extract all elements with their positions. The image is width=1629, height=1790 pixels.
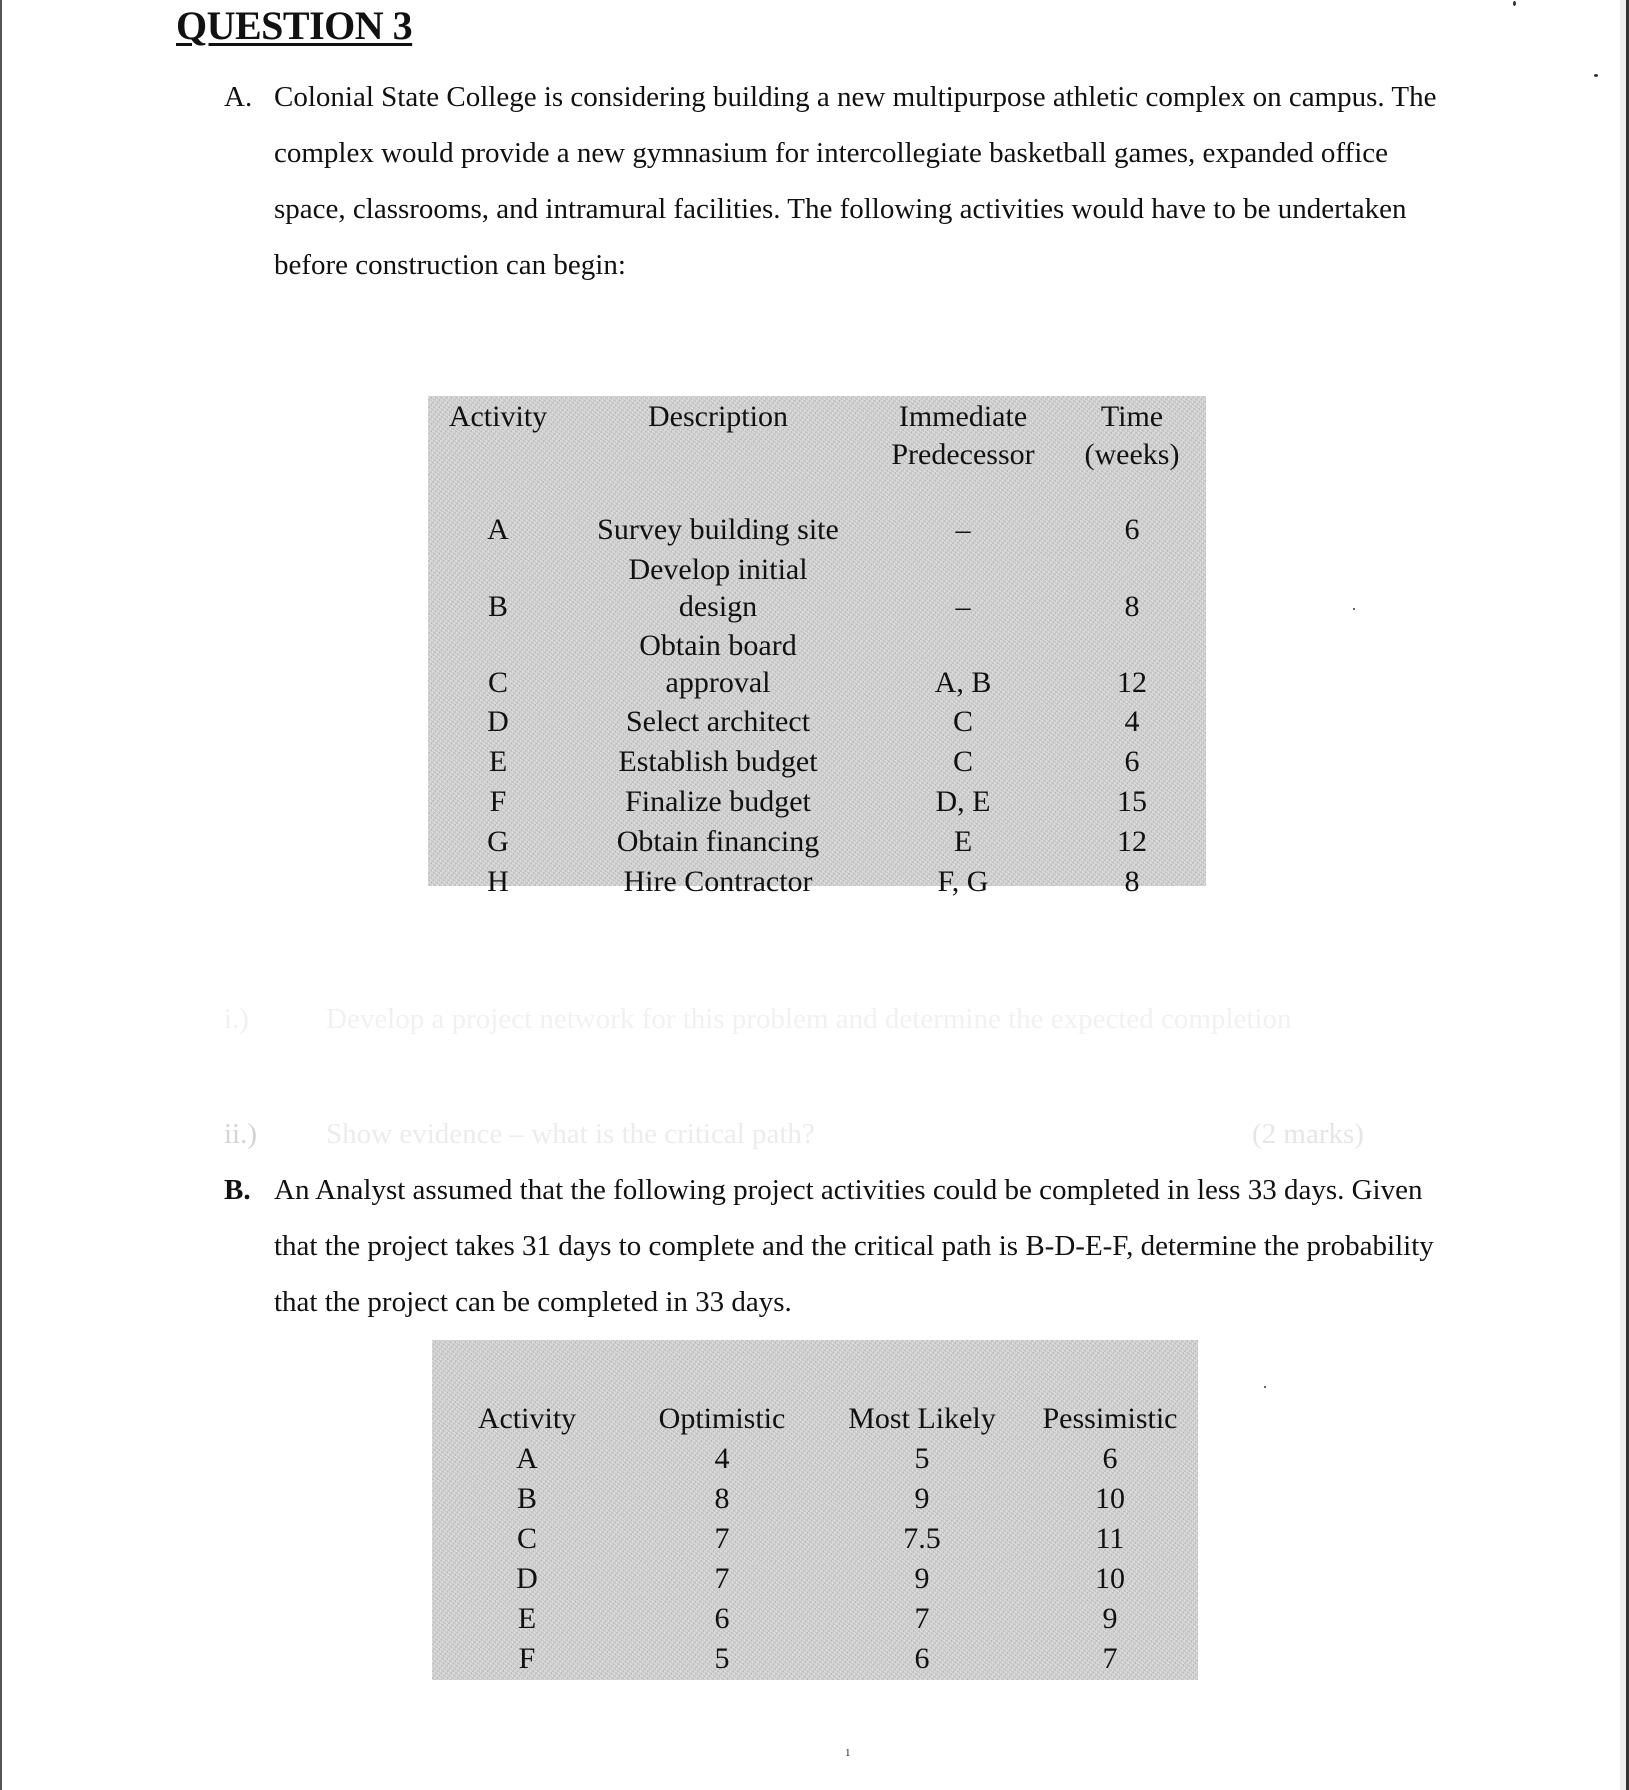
section-b-label: B. — [224, 1174, 251, 1206]
cell-pessimistic: 6 — [1102, 1442, 1118, 1475]
table-row — [432, 1639, 1198, 1679]
header-pessimistic: Pessimistic — [1042, 1402, 1178, 1435]
table-row — [432, 1519, 1198, 1559]
section-a-text: Colonial State College is considering building a new multipurpose athletic complex on campus. The complex would provide a new gymnasium for intercollegiate basketball games, expanded office space, classrooms, and intramural facilities. The following activities would have to be undertaken before construction can begin: — [274, 81, 1437, 281]
cell-pessimistic: 7 — [1102, 1642, 1118, 1675]
faded-question-i-label: i.) — [224, 1003, 249, 1035]
cell-most-likely: 9 — [914, 1482, 930, 1515]
table-row — [428, 702, 1206, 742]
cell-description-line1: Develop initial — [628, 552, 808, 586]
cell-most-likely: 7.5 — [903, 1522, 941, 1555]
cell-predecessor: A, B — [934, 666, 992, 699]
cell-description: Establish budget — [618, 745, 818, 778]
table-row — [432, 1439, 1198, 1479]
header-predecessor-line2: Predecessor — [891, 438, 1035, 471]
cell-pessimistic: 9 — [1102, 1602, 1118, 1635]
cell-optimistic: 8 — [714, 1482, 730, 1515]
cell-optimistic: 6 — [714, 1602, 730, 1635]
table-header-row — [428, 398, 1206, 510]
cell-most-likely: 6 — [914, 1642, 930, 1675]
question-title: QUESTION 3 — [176, 3, 413, 48]
cell-time: 8 — [1124, 865, 1140, 898]
cell-time: 4 — [1124, 705, 1140, 738]
header-activity: Activity — [477, 1402, 577, 1435]
cell-activity: F — [489, 785, 507, 818]
cell-pessimistic: 10 — [1095, 1482, 1125, 1515]
table-row — [432, 1559, 1198, 1599]
cell-description: Hire Contractor — [623, 865, 813, 898]
cell-optimistic: 7 — [714, 1522, 730, 1555]
table-row — [428, 626, 1206, 702]
header-predecessor — [868, 398, 1058, 510]
header-time — [1058, 398, 1206, 510]
cell-activity: C — [487, 666, 508, 699]
cell-activity: E — [488, 745, 508, 778]
page-edge-left — [0, 0, 2, 1790]
table-row — [428, 742, 1206, 782]
cell-predecessor: F, G — [937, 865, 989, 898]
cell-predecessor: D, E — [935, 785, 991, 818]
cell-activity: C — [516, 1522, 537, 1555]
cell-pessimistic: 10 — [1095, 1562, 1125, 1595]
cell-description-line1: Obtain board — [639, 628, 797, 662]
cell-time: 15 — [1117, 785, 1147, 818]
scan-speck — [1594, 74, 1598, 77]
cell-activity: F — [518, 1642, 536, 1675]
cell-activity: D — [516, 1562, 538, 1595]
cell-most-likely: 5 — [914, 1442, 930, 1475]
cell-activity: B — [487, 590, 508, 623]
table-row — [432, 1479, 1198, 1519]
cell-optimistic: 7 — [714, 1562, 730, 1595]
header-activity: Activity — [448, 400, 548, 433]
pert-estimates-table — [432, 1399, 1198, 1679]
table-header-row — [432, 1399, 1198, 1439]
faded-question-ii-marks: (2 marks) — [1252, 1118, 1364, 1150]
page-number: 1 — [845, 1747, 851, 1759]
cell-predecessor: – — [955, 590, 971, 623]
cell-predecessor: E — [953, 825, 973, 858]
faded-question-ii-label: ii.) — [224, 1118, 258, 1150]
section-b-text: An Analyst assumed that the following project activities could be completed in less 33 days. Given that the project takes 31 days to complete and the critical path is B-D-E-F, determine the probability that the project can be completed in 33 days. — [274, 1174, 1434, 1318]
cell-time: 8 — [1124, 590, 1140, 623]
cell-time: 12 — [1117, 666, 1147, 699]
table-row — [432, 1599, 1198, 1639]
cell-activity: B — [516, 1482, 537, 1515]
cell-predecessor: C — [952, 705, 973, 738]
section-a — [224, 69, 1444, 293]
cell-activity: H — [487, 865, 509, 898]
table-row — [428, 550, 1206, 626]
cell-description-line2: approval — [665, 665, 771, 699]
cell-activity: G — [487, 825, 509, 858]
scan-speck — [1353, 608, 1355, 610]
cell-description — [568, 626, 868, 702]
cell-predecessor: C — [952, 745, 973, 778]
table-row — [428, 862, 1206, 902]
cell-time: 6 — [1124, 745, 1140, 778]
header-description: Description — [648, 400, 788, 433]
table-row — [428, 822, 1206, 862]
cell-activity: E — [517, 1602, 537, 1635]
cell-time: 6 — [1124, 513, 1140, 546]
header-most-likely: Most Likely — [848, 1402, 996, 1435]
scan-speck — [1264, 1386, 1266, 1388]
header-predecessor-line1: Immediate — [898, 400, 1028, 433]
cell-predecessor: – — [955, 513, 971, 546]
cell-description: Select architect — [625, 705, 811, 738]
cell-optimistic: 5 — [714, 1642, 730, 1675]
section-b — [224, 1162, 1444, 1330]
cell-description-line2: design — [678, 589, 758, 623]
cell-description: Survey building site — [597, 513, 839, 546]
table-row — [428, 782, 1206, 822]
faded-question-i-text: Develop a project network for this problem and determine the expected completion — [326, 1003, 1292, 1035]
cell-pessimistic: 11 — [1095, 1522, 1125, 1555]
cell-activity: D — [487, 705, 509, 738]
cell-most-likely: 7 — [914, 1602, 930, 1635]
header-time-line1: Time — [1100, 400, 1164, 433]
cell-description: Finalize budget — [625, 785, 811, 818]
table-row — [428, 510, 1206, 550]
cell-optimistic: 4 — [714, 1442, 730, 1475]
activity-table — [428, 398, 1206, 902]
section-a-label: A. — [224, 81, 253, 113]
header-time-line2: (weeks) — [1084, 438, 1180, 471]
cell-time: 12 — [1117, 825, 1147, 858]
cell-activity: A — [487, 513, 509, 546]
header-optimistic: Optimistic — [658, 1402, 786, 1435]
scan-speck — [1513, 1, 1516, 6]
cell-most-likely: 9 — [914, 1562, 930, 1595]
cell-activity: A — [516, 1442, 538, 1475]
cell-description — [568, 550, 868, 626]
cell-description: Obtain financing — [616, 825, 820, 858]
faded-question-ii-text: Show evidence – what is the critical path? — [326, 1118, 815, 1150]
